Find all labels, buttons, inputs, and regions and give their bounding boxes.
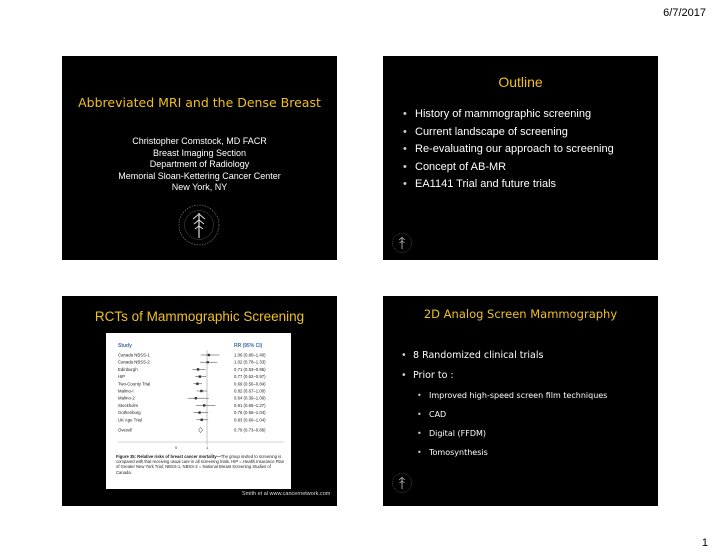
list-item: • Concept of AB-MR: [403, 159, 614, 177]
list-item: • 8 Randomized clinical trials: [401, 346, 607, 366]
rr-value: 0.77 (0.62–0.97): [234, 374, 266, 380]
col-rr-header: RR (95% CI): [234, 343, 263, 349]
bullet-icon: •: [401, 350, 407, 361]
author-block: [62, 136, 337, 194]
author-institution: Memorial Sloan-Kettering Cancer Center: [118, 170, 281, 181]
bullet-icon: •: [403, 178, 407, 190]
rr-value: 0.82 (0.67–1.00): [234, 388, 266, 394]
point-estimate: [195, 397, 197, 399]
study-label: Stockholm: [118, 402, 139, 408]
list-item: • EA1141 Trial and future trials: [403, 176, 614, 194]
list-item: • Prior to :: [401, 366, 607, 386]
study-label: Canada NBSS-1: [118, 352, 150, 358]
author-department: Department of Radiology: [149, 159, 250, 169]
bullet-icon: •: [403, 143, 407, 155]
figure-credit: Smith et al www.cancernetwork.com: [242, 491, 331, 497]
slide-2d-mammography: [383, 296, 658, 506]
slide-title: [62, 56, 337, 260]
msk-small-logo-icon: [391, 472, 413, 494]
bullet-icon: •: [417, 391, 422, 400]
point-estimate: [208, 354, 210, 356]
rr-value: 1.06 (0.80–1.40): [234, 352, 266, 358]
page-number: 1: [701, 537, 708, 549]
author-name: Christopher Comstock, MD FACR: [132, 136, 267, 146]
point-estimate: [196, 383, 198, 385]
rr-value: 0.71 (0.53–0.95): [234, 366, 266, 372]
page-date: 6/7/2017: [663, 7, 706, 19]
figure-caption: Figure 35: Relative risks of breast cancer mortality—The group invited to screening is compared with that receiving usual care in all screening trials. HIP = Health Insurance Plan of Greater New York Trial; NBSS-1, NBSS-2 = National Breast Screening Studies of Canada.: [116, 454, 285, 475]
point-estimate: [206, 361, 208, 363]
list-item: • Tomosynthesis: [401, 443, 607, 462]
rr-value: 0.83 (0.66–1.04): [234, 417, 266, 423]
bullet-icon: •: [417, 410, 422, 419]
axis-tick-label: 0: [175, 445, 178, 450]
list-item: • Re-evaluating our approach to screening: [403, 141, 614, 159]
overall-rr: 0.79 (0.73–0.86): [234, 427, 266, 433]
point-estimate: [200, 390, 202, 392]
list-item: • CAD: [401, 405, 607, 424]
slide2-title: Outline: [498, 74, 543, 90]
rr-value: 1.02 (0.78–1.33): [234, 359, 266, 365]
outline-list: [403, 106, 614, 194]
point-estimate: [203, 404, 205, 406]
bullet-icon: •: [403, 125, 407, 138]
bullet-icon: •: [401, 370, 407, 381]
study-label: Malmo-2: [118, 395, 135, 401]
forest-plot: [106, 333, 291, 489]
overall-diamond: [199, 427, 203, 432]
point-estimate: [197, 368, 199, 370]
bullet-icon: •: [417, 429, 422, 438]
rr-value: 0.64 (0.39–1.06): [234, 395, 266, 401]
study-label: Edinburgh: [118, 366, 138, 372]
study-label: UK Age Trial: [118, 417, 142, 423]
study-label: HIP: [118, 374, 126, 380]
mammography-list: [401, 346, 607, 462]
slide-outline: [383, 56, 658, 260]
study-label: Canada NBSS-2: [118, 359, 150, 365]
author-location: New York, NY: [171, 182, 228, 192]
point-estimate: [198, 411, 200, 413]
study-label: Two-County Trial: [118, 381, 151, 387]
slide3-title: RCTs of Mammographic Screening: [94, 309, 305, 324]
slide4-title: 2D Analog Screen Mammography: [423, 307, 618, 321]
rr-value: 0.76 (0.56–1.04): [234, 410, 266, 416]
list-item: • Current landscape of screening: [403, 124, 614, 142]
point-estimate: [199, 375, 201, 377]
forest-rows: [118, 353, 266, 433]
list-item: • History of mammographic screening: [403, 106, 614, 124]
msk-seal-logo-icon: [176, 202, 222, 248]
msk-small-logo-icon: [391, 232, 413, 254]
axis-tick-label: 1: [206, 445, 209, 450]
forest-plot-figure: [106, 333, 291, 489]
rr-value: 0.69 (0.56–0.84): [234, 381, 266, 387]
rr-value: 0.91 (0.65–1.27): [234, 402, 266, 408]
point-estimate: [201, 419, 203, 421]
author-section: Breast Imaging Section: [152, 147, 247, 158]
bullet-icon: •: [417, 448, 422, 457]
slide-rcts: [62, 296, 337, 506]
bullet-icon: •: [403, 108, 407, 120]
slide1-title: Abbreviated MRI and the Dense Breast: [78, 95, 321, 110]
list-item: • Digital (FFDM): [401, 424, 607, 443]
list-item: • Improved high-speed screen film techniques: [401, 386, 607, 405]
overall-label: Overall: [118, 427, 132, 433]
col-study-header: Study: [118, 343, 132, 349]
bullet-icon: •: [403, 160, 407, 173]
study-label: Gothenburg: [118, 410, 141, 416]
study-label: Malmo-I: [118, 388, 134, 394]
